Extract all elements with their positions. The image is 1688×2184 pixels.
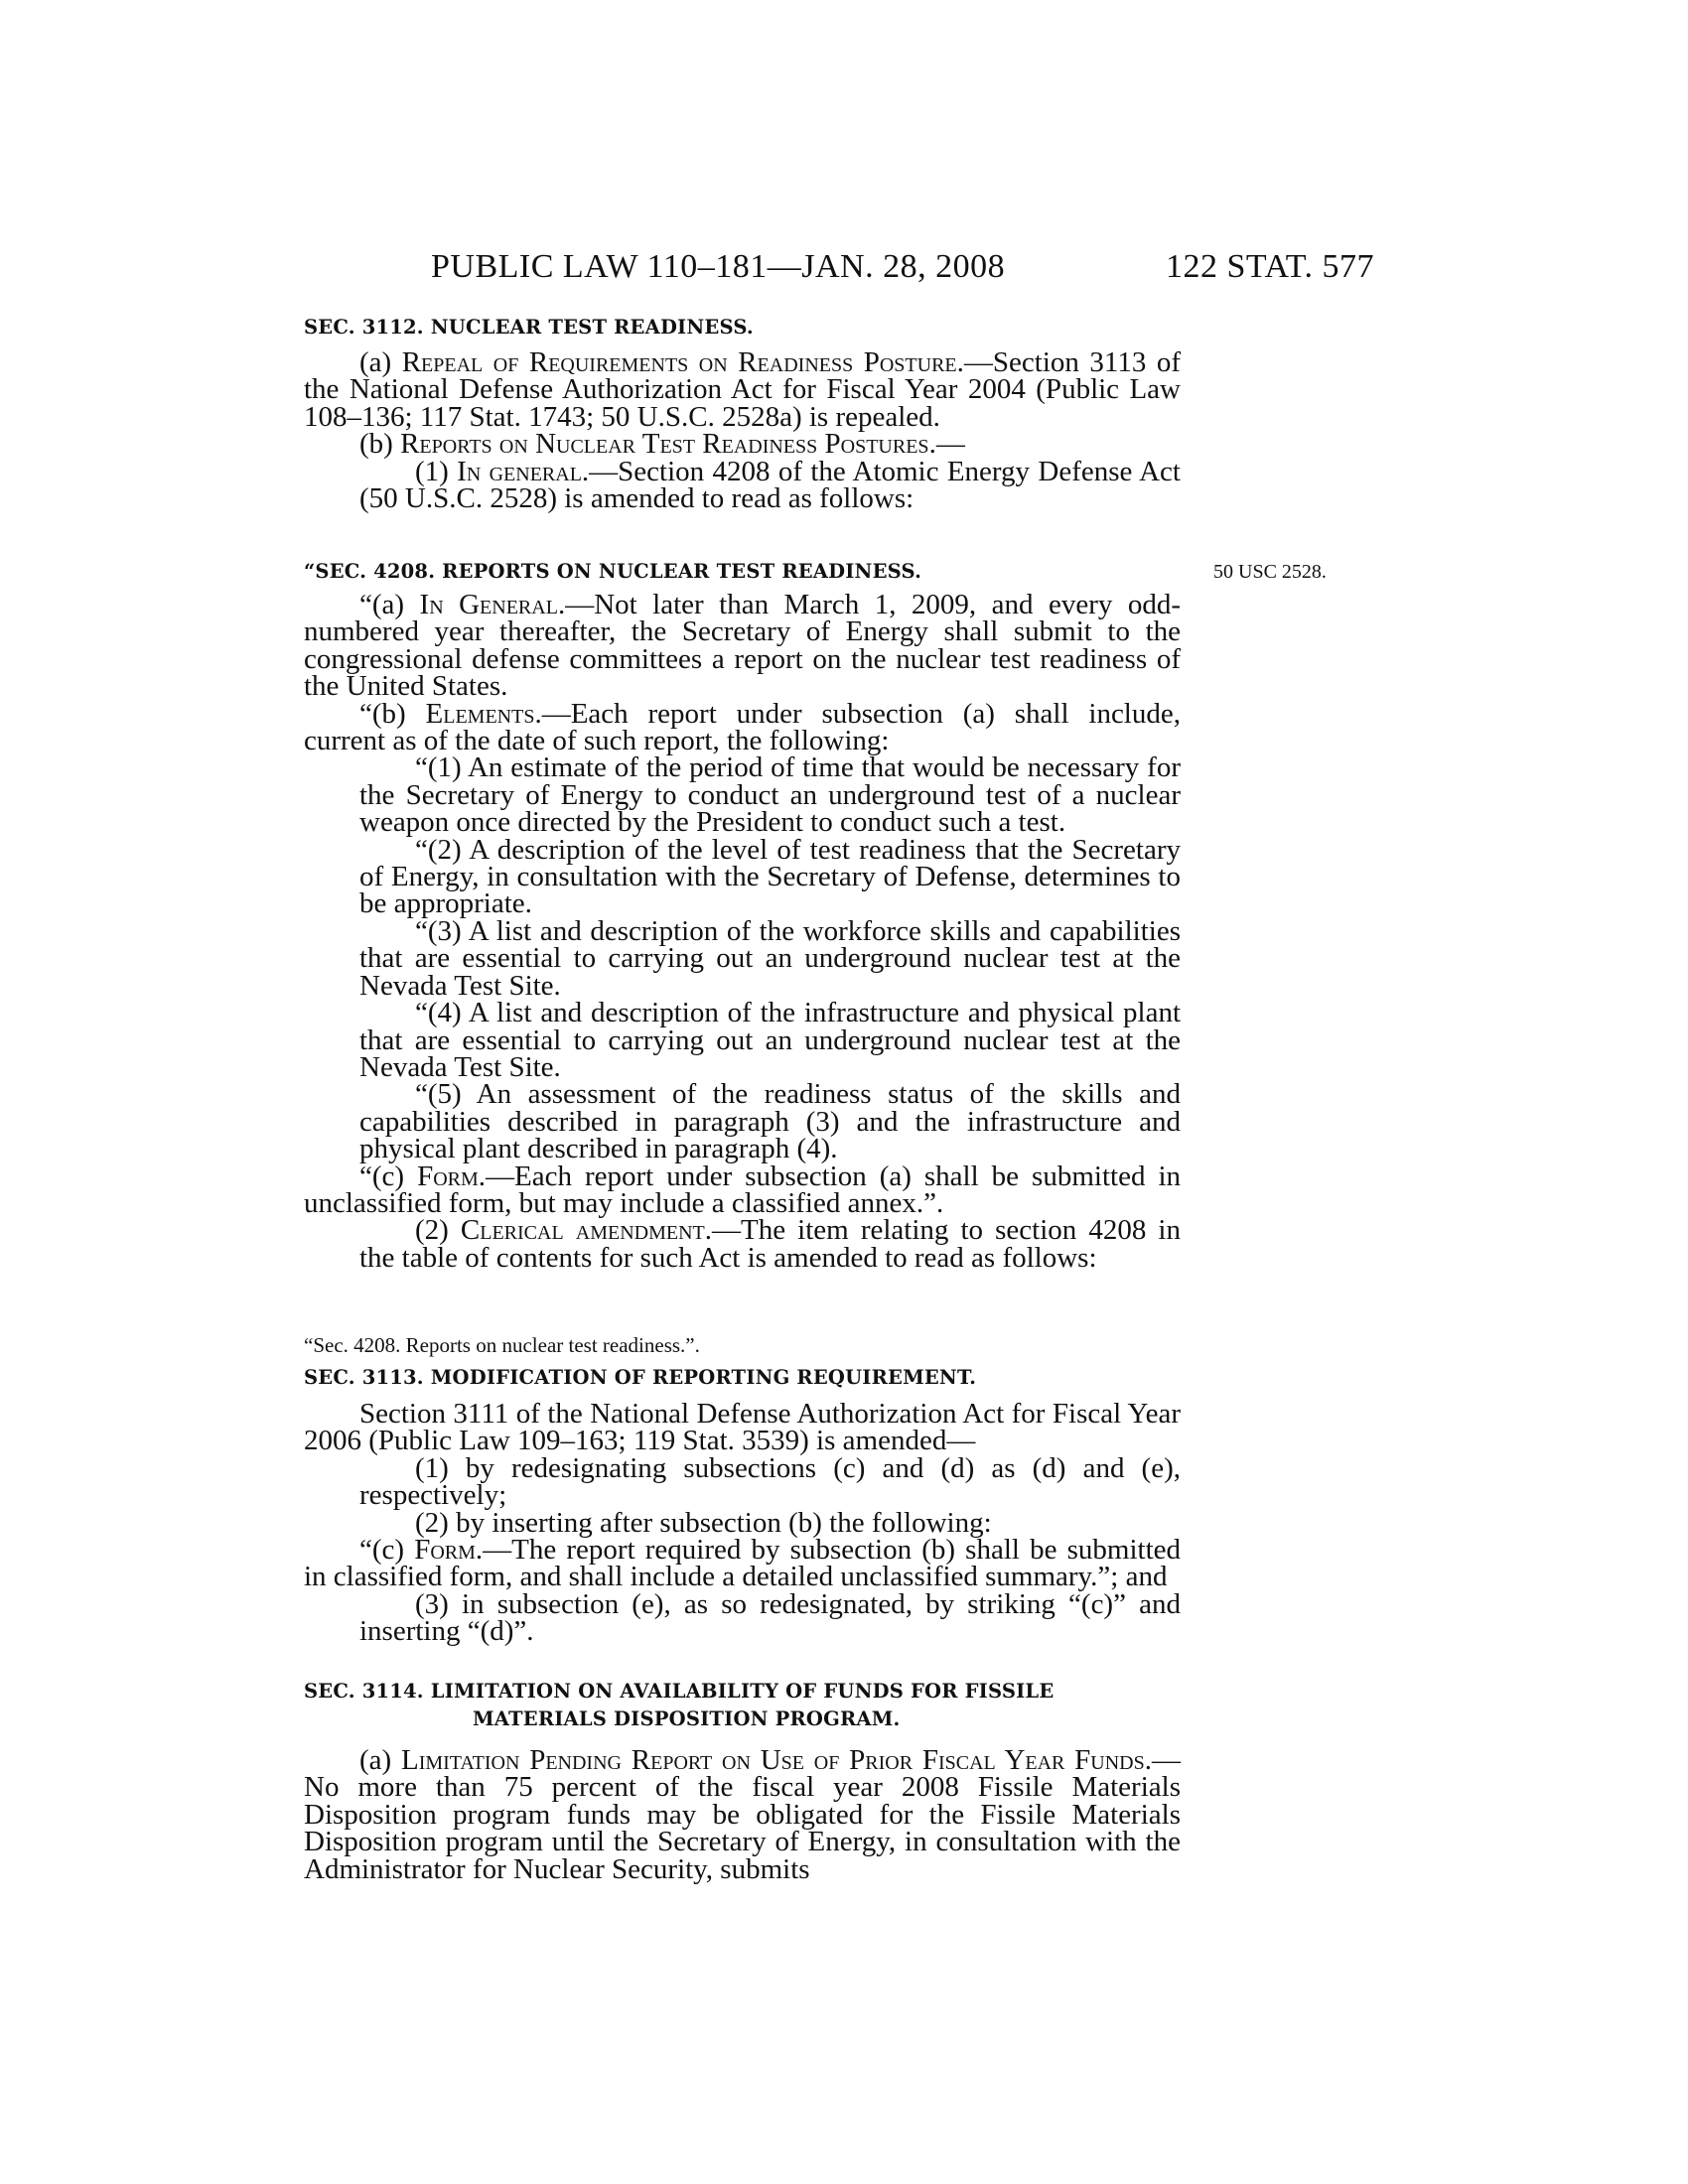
section-3114-body <box>304 1744 1181 1885</box>
section-3112-body <box>304 346 1181 515</box>
subsection-3114-a: (a) Limitation Pending Report on Use of Prior Fiscal Year Funds.—No more than 75 percent of the fiscal year 2008 Fissile Materials Disposition program funds may be obligated for the Fissile Materials Disposition program until the Secretary of Energy, in consultation with the Administrator for Nuclear Security, submits <box>304 1744 1181 1885</box>
subsection-3113-c: “(c) Form.—The report required by subsection (b) shall be submitted in classified form, and shall include a detailed unclassified summary.”; and <box>304 1534 1181 1593</box>
section-heading-3112: SEC. 3112. NUCLEAR TEST READINESS. <box>304 316 754 339</box>
table-of-contents-entry: “Sec. 4208. Reports on nuclear test readiness.”. <box>304 1333 700 1357</box>
paragraph-4208-b2: “(2) A description of the level of test readiness that the Secretary of Energy, in consultation with the Secretary of Defense, determines to be appropriate. <box>359 833 1181 920</box>
section-4208-body <box>304 589 1182 1274</box>
paragraph-3113-item3: (3) in subsection (e), as so redesignated, by striking “(c)” and inserting “(d)”. <box>359 1587 1181 1648</box>
section-3113-body <box>304 1398 1181 1648</box>
subsection-4208-c: “(c) Form.—Each report under subsection (a) shall be submitted in unclassified form, but may include a classified annex.”. <box>304 1160 1182 1219</box>
margin-citation-note: 50 USC 2528. <box>1213 561 1327 583</box>
section-heading-3113: SEC. 3113. MODIFICATION OF REPORTING REQUIREMENT. <box>304 1366 977 1389</box>
subsection-3112-b: (b) Reports on Nuclear Test Readiness Postures.— <box>359 428 965 461</box>
paragraph-3112-b1: (1) In general.—Section 4208 of the Atomic Energy Defense Act (50 U.S.C. 2528) is amended to read as follows: <box>359 455 1181 515</box>
subsection-4208-a: “(a) In General.—Not later than March 1, 2009, and every odd-numbered year thereafter, the Secretary of Energy shall submit to the congressional defense committees a report on the nuclear test readiness of the United States. <box>304 589 1182 703</box>
paragraph-4208-b4: “(4) A list and description of the infrastructure and physical plant that are essential to carrying out an underground nuclear test at the Nevada Test Site. <box>359 997 1181 1083</box>
paragraph-4208-b1: “(1) An estimate of the period of time that would be necessary for the Secretary of Energy to conduct an underground test of a nuclear weapon once directed by the President to conduct such a test. <box>359 751 1181 839</box>
subsection-3112-a: (a) Repeal of Requirements on Readiness Posture.—Section 3113 of the National Defense Authorization Act for Fiscal Year 2004 (Public Law 108–136; 117 Stat. 1743; 50 U.S.C. 2528a) is repealed. <box>304 346 1181 433</box>
running-header-title: PUBLIC LAW 110–181—JAN. 28, 2008 <box>431 248 1006 285</box>
section-heading-4208: “SEC. 4208. REPORTS ON NUCLEAR TEST READINESS. <box>304 560 922 583</box>
paragraph-3113-item1: (1) by redesignating subsections (c) and (d) as (d) and (e), respectively; <box>359 1451 1181 1512</box>
paragraph-4208-b5: “(5) An assessment of the readiness status of the skills and capabilities described in paragraph (3) and the infrastructure and physical plant described in paragraph (4). <box>359 1078 1181 1165</box>
section-heading-3114: SEC. 3114. LIMITATION ON AVAILABILITY OF FUNDS FOR FISSILE MATERIALS DISPOSITION PROGRAM. <box>304 1680 1055 1730</box>
paragraph-3113-intro: Section 3111 of the National Defense Authorization Act for Fiscal Year 2006 (Public Law 109–163; 119 Stat. 3539) is amended— <box>304 1398 1181 1457</box>
paragraph-3113-item2: (2) by inserting after subsection (b) the following: <box>415 1506 992 1539</box>
running-header-page-number: 122 STAT. 577 <box>1166 248 1374 285</box>
paragraph-4208-b3: “(3) A list and description of the workforce skills and capabilities that are essential to carrying out an underground nuclear test at the Nevada Test Site. <box>359 914 1181 1002</box>
subsection-4208-b: “(b) Elements.—Each report under subsection (a) shall include, current as of the date of such report, the following: <box>304 697 1181 757</box>
paragraph-clerical-amendment: (2) Clerical amendment.—The item relating to section 4208 in the table of contents for such Act is amended to read as follows: <box>359 1214 1181 1274</box>
